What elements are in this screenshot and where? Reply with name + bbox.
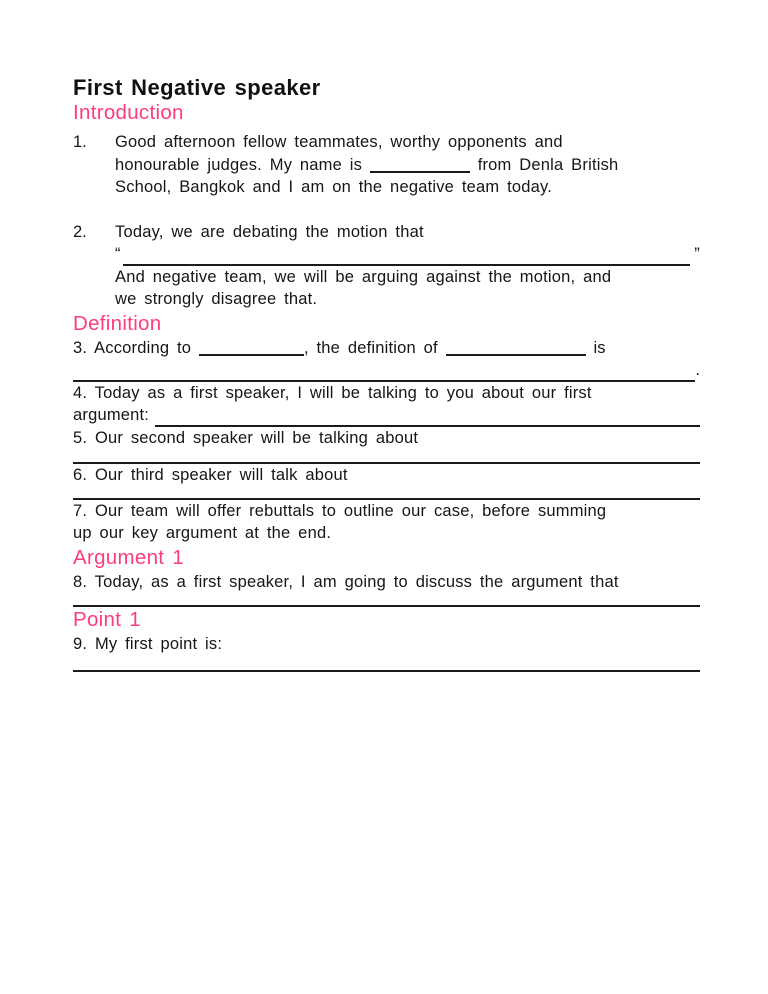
item-2-text [115,221,700,311]
section-heading-point-1: Point 1 [73,608,141,631]
section-heading-definition: Definition [73,311,162,335]
item-1-line-2-after: from Denla British [477,155,619,174]
point-1-blank-field [73,656,700,672]
q4-line-2-label: argument: [73,406,150,424]
source-blank-field [199,342,304,356]
close-quote: ” [694,245,700,263]
question-7 [73,500,700,545]
page-title: First Negative speaker [73,75,321,100]
term-blank-field [446,342,586,356]
q4-line-1: 4. Today as a first speaker, I will be talking to you about our first [73,383,592,402]
motion-blank-field [123,249,691,266]
question-6: 6. Our third speaker will talk about [73,466,348,484]
q3-text-before: 3. According to [73,338,192,357]
item-number: 1. [73,133,87,151]
motion-blank-row [115,243,700,266]
q7-line-2: up our key argument at the end. [73,524,332,542]
item-1-line-1: Good afternoon fellow teammates, worthy opponents and [115,133,563,151]
q3-text-mid: , the definition of [303,338,438,357]
q7-line-1: 7. Our team will offer rebuttals to outline our case, before summing [73,501,607,520]
item-1-line-2-before: honourable judges. My name is [115,155,363,174]
argument-blank-field [155,411,700,427]
item-1-line-3: School, Bangkok and I am on the negative team today. [115,178,553,196]
q3-period: . [695,361,700,379]
third-speaker-blank-field [73,487,700,500]
question-9: 9. My first point is: [73,635,223,653]
item-2-line-1: Today, we are debating the motion that [115,222,424,241]
item-2-line-4: we strongly disagree that. [115,290,318,308]
list-item-1 [73,131,700,199]
item-1-text [115,131,700,199]
question-8: 8. Today, as a first speaker, I am going to discuss the argument that [73,572,619,591]
definition-blank-field [73,365,695,382]
item-2-line-3: And negative team, we will be arguing against the motion, and [115,267,612,286]
definition-blank-row [73,359,700,382]
second-speaker-blank-field [73,449,700,464]
argument-blank-row [73,404,700,427]
open-quote: “ [115,245,121,263]
item-number: 2. [73,222,87,241]
list-item-2 [73,221,700,311]
question-3 [73,337,700,360]
argument-1-blank-field [73,593,700,607]
question-4 [73,382,700,405]
section-heading-argument-1: Argument 1 [73,545,184,569]
name-blank-field [370,159,470,173]
q3-text-after: is [593,338,606,357]
section-heading-introduction: Introduction [73,101,184,124]
question-5: 5. Our second speaker will be talking about [73,428,419,447]
